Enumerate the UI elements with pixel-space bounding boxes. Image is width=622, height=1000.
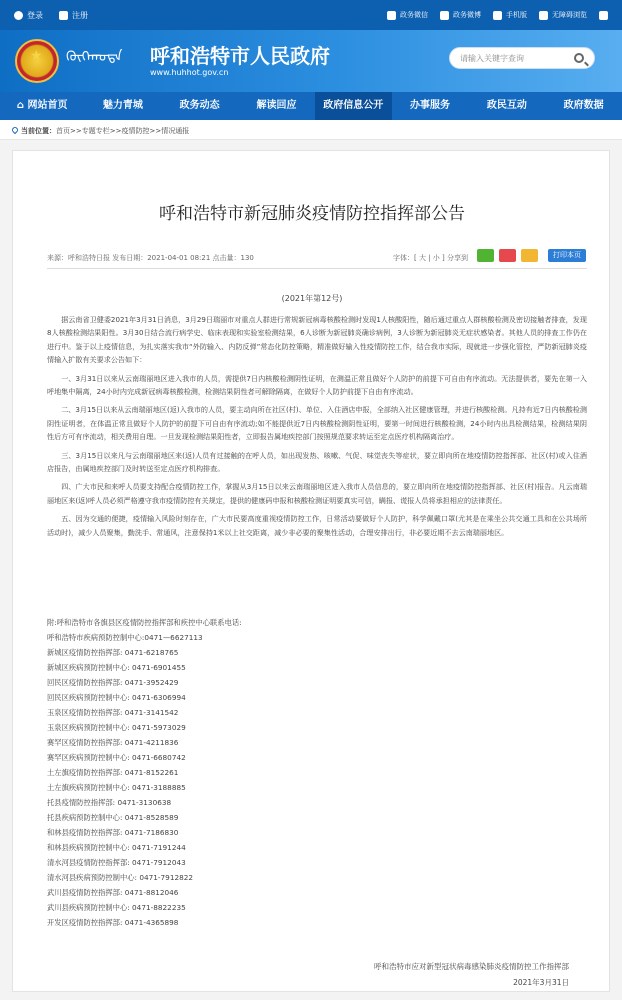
- mobile-link[interactable]: 手机版: [493, 10, 527, 20]
- list-item: 玉泉区疫情防控指挥部: 0471-3141542: [47, 708, 179, 717]
- signature-org: 呼和浩特市应对新型冠状病毒感染肺炎疫情防控工作指挥部: [374, 962, 569, 971]
- nav-item-charm[interactable]: 魅力青城: [102, 100, 143, 111]
- nav-item-interaction[interactable]: 政民互动: [486, 100, 527, 111]
- print-button[interactable]: 打印本页: [548, 249, 586, 262]
- breadcrumb: 当前位置：首页>>专题专栏>>疫情防控>>情况通报: [0, 120, 622, 140]
- document-number: (2021年第12号): [281, 294, 343, 303]
- article-body: [47, 313, 587, 544]
- list-item: 呼和浩特市疾病预防控制中心:0471—6627113: [47, 633, 203, 642]
- mongolian-version-link[interactable]: [599, 10, 608, 20]
- list-item: 托县疾病预防控制中心: 0471-8528589: [47, 813, 179, 822]
- paragraph: 据云南省卫健委2021年3月31日消息，3月29日瑞丽市对重点人群进行常规新冠病毒核酸检测时发现1人核酸阳性，随后通过重点人群核酸检测及密切接触者排查，发现8人核酸检测结果阳性。3月30日结合流行病学史、临床表现和实验室检测结果，6人诊断为新冠肺炎确诊病例，3人诊断为新冠肺炎无症状感染者。其他人员的排查工作仍在进行中。鉴于以上疫情信息，为扎实落实我市“外防输入、内防反弹”常态化防控策略，精准做好输入性疫情防控工作，结合我市实际，现就进一步强化管控，严防新冠肺炎疫情输入扩散有关要求公告如下：: [47, 315, 587, 365]
- paragraph: 一、3月31日以来从云南瑞丽地区进入我市的人员，需提供7日内核酸检测阴性证明，在测温正常且做好个人防护的前提下可自由有序流动。无法提供者，要先在第一入呼地集中隔离，24小时内完成新冠病毒核酸检测，检测结果阴性者可解除隔离，在做好个人防护前提下自由有序流动。: [47, 373, 587, 397]
- mobile-icon: [493, 11, 502, 20]
- site-banner: [0, 30, 622, 92]
- paragraph: 五、因为交通的便捷，疫情输入风险时刻存在，广大市民要高度重视疫情防控工作，日常活动要做好个人防护，科学佩戴口罩(尤其是在乘坐公共交通工具和在公共场所活动时)，减少人员聚集，勤洗手、常通风，注意保持1米以上社交距离，减少非必要的聚集性活动，合理安排出行，非必要近期不去云南瑞丽地区。: [47, 514, 587, 537]
- qzone-share-icon[interactable]: [521, 249, 538, 262]
- search-input[interactable]: 请输入关键字查询: [449, 47, 595, 69]
- user-icon: [14, 11, 23, 20]
- register-link[interactable]: 注册: [59, 10, 88, 21]
- nav-item-home[interactable]: ⌂ 网站首页: [16, 100, 68, 111]
- list-item: 回民区疫情防控指挥部: 0471-3952429: [47, 678, 179, 687]
- list-item: 武川县疾病预防控制中心: 0471-8822235: [47, 903, 186, 912]
- national-emblem-icon: [15, 39, 59, 83]
- list-item: 清水河县疫情防控指挥部: 0471-7912043: [47, 858, 186, 867]
- list-item: 土左旗疫情防控指挥部: 0471-8152261: [47, 768, 179, 777]
- nav-item-services[interactable]: 办事服务: [410, 100, 451, 111]
- mongolian-script-icon: [599, 11, 608, 20]
- article-card: [12, 150, 610, 992]
- wechat-share-icon[interactable]: [477, 249, 494, 262]
- main-nav: [0, 92, 622, 120]
- list-item: 土左旗疾病预防控制中心: 0471-3188885: [47, 783, 186, 792]
- breadcrumb-path[interactable]: 首页>>专题专栏>>疫情防控>>情况通报: [56, 127, 190, 135]
- paragraph: 二、3月15日以来从云南瑞丽地区(返)入我市的人员，要主动向所在社区(村)、单位、入住酒店申报，全部纳入社区健康管理，并进行核酸检测。凡持有近7日内核酸检测阴性证明者，在体温正常且做好个人防护的前提下可自由有序流动;如不能提供近7日内核酸检测阴性证明，要第一时间进行核酸检测，24小时内出具检测结果，检测结果阴性后方可有序流动，相关费用自理。一旦发现检测结果阳性者，立即报告属地疾控部门按照规范要求转运至定点医疗机构隔离治疗。: [47, 405, 587, 442]
- site-name: 呼和浩特市人民政府: [150, 44, 330, 68]
- weibo-share-icon[interactable]: [499, 249, 516, 262]
- list-item: 托县疫情防控指挥部: 0471-3130638: [47, 798, 172, 807]
- weibo-link[interactable]: 政务微博: [440, 10, 481, 20]
- nav-item-data[interactable]: 政府数据: [563, 100, 604, 111]
- wechat-icon: [387, 11, 396, 20]
- signature-date: 2021年3月31日: [513, 978, 569, 987]
- accessibility-icon: [539, 11, 548, 20]
- search-icon[interactable]: [574, 53, 584, 63]
- list-item: 和林县疫情防控指挥部: 0471-7186830: [47, 828, 179, 837]
- signature-block: [374, 959, 569, 991]
- contact-header: 附:呼和浩特市各旗县区疫情防控指挥部和疾控中心联系电话:: [47, 618, 242, 627]
- location-pin-icon: [11, 126, 19, 134]
- list-item: 玉泉区疾病预防控制中心: 0471-5973029: [47, 723, 186, 732]
- list-item: 赛罕区疾病预防控制中心: 0471-6680742: [47, 753, 186, 762]
- list-item: 新城区疫情防控指挥部: 0471-6218765: [47, 648, 179, 657]
- list-item: 清水河县疾病预防控制中心: 0471-7912822: [47, 873, 194, 882]
- list-item: 开发区疫情防控指挥部: 0471-4365898: [47, 918, 179, 927]
- list-item: 回民区疾病预防控制中心: 0471-6306994: [47, 693, 186, 702]
- list-item: 武川县疫情防控指挥部: 0471-8812046: [47, 888, 179, 897]
- nav-item-info-disclosure[interactable]: 政府信息公开: [315, 92, 392, 120]
- weibo-icon: [440, 11, 449, 20]
- register-icon: [59, 11, 68, 20]
- accessibility-link[interactable]: 无障碍浏览: [539, 10, 587, 20]
- font-size-toggle[interactable]: 字体：[ 大 | 小 ]: [393, 254, 445, 262]
- article-meta: [47, 249, 587, 267]
- share-label: 分享到: [447, 254, 468, 262]
- nav-item-news[interactable]: 政务动态: [179, 100, 220, 111]
- list-item: 赛罕区疫情防控指挥部: 0471-4211836: [47, 738, 179, 747]
- login-link[interactable]: 登录: [14, 10, 43, 21]
- top-bar: [0, 0, 622, 30]
- article-title: 呼和浩特市新冠肺炎疫情防控指挥部公告: [159, 204, 465, 224]
- nav-item-interpretation[interactable]: 解读回应: [256, 100, 297, 111]
- paragraph: 四、广大市民和来呼人员要支持配合疫情防控工作，掌握从3月15日以来云南瑞丽地区进入我市人员信息的，要立即向所在地疫情防控指挥部、社区(村)报告。凡云南瑞丽地区来(返)呼人员必须严格遵守我市疫情防控有关规定，提供的健康码申报和核酸检测证明要真实可信，瞒报、谎报人员将承担相应的法律责任。: [47, 482, 587, 505]
- meta-divider: [47, 268, 587, 269]
- list-item: [47, 930, 587, 945]
- wechat-link[interactable]: 政务微信: [387, 10, 428, 20]
- paragraph: 三、3月15日以来凡与云南瑞丽地区来(返)人员有过接触的在呼人员，如出现发热、咳嗽、气促、味觉丧失等症状，要立即向所在地疫情防控指挥部、社区(村)或入住酒店报告，由属地疾控部门及时转送至定点医疗机构排查。: [47, 450, 587, 474]
- list-item: 新城区疾病预防控制中心: 0471-6901455: [47, 663, 186, 672]
- mongolian-site-name: ᠬᠥᠬᠡᠬᠣᠲᠠ: [66, 49, 123, 65]
- contact-list: [47, 615, 587, 945]
- article-source: 来源：呼和浩特日报 发布日期：2021-04-01 08:21 点击量：130: [47, 254, 254, 262]
- list-item: 和林县疾病预防控制中心: 0471-7191244: [47, 843, 186, 852]
- site-url: www.huhhot.gov.cn: [150, 68, 229, 77]
